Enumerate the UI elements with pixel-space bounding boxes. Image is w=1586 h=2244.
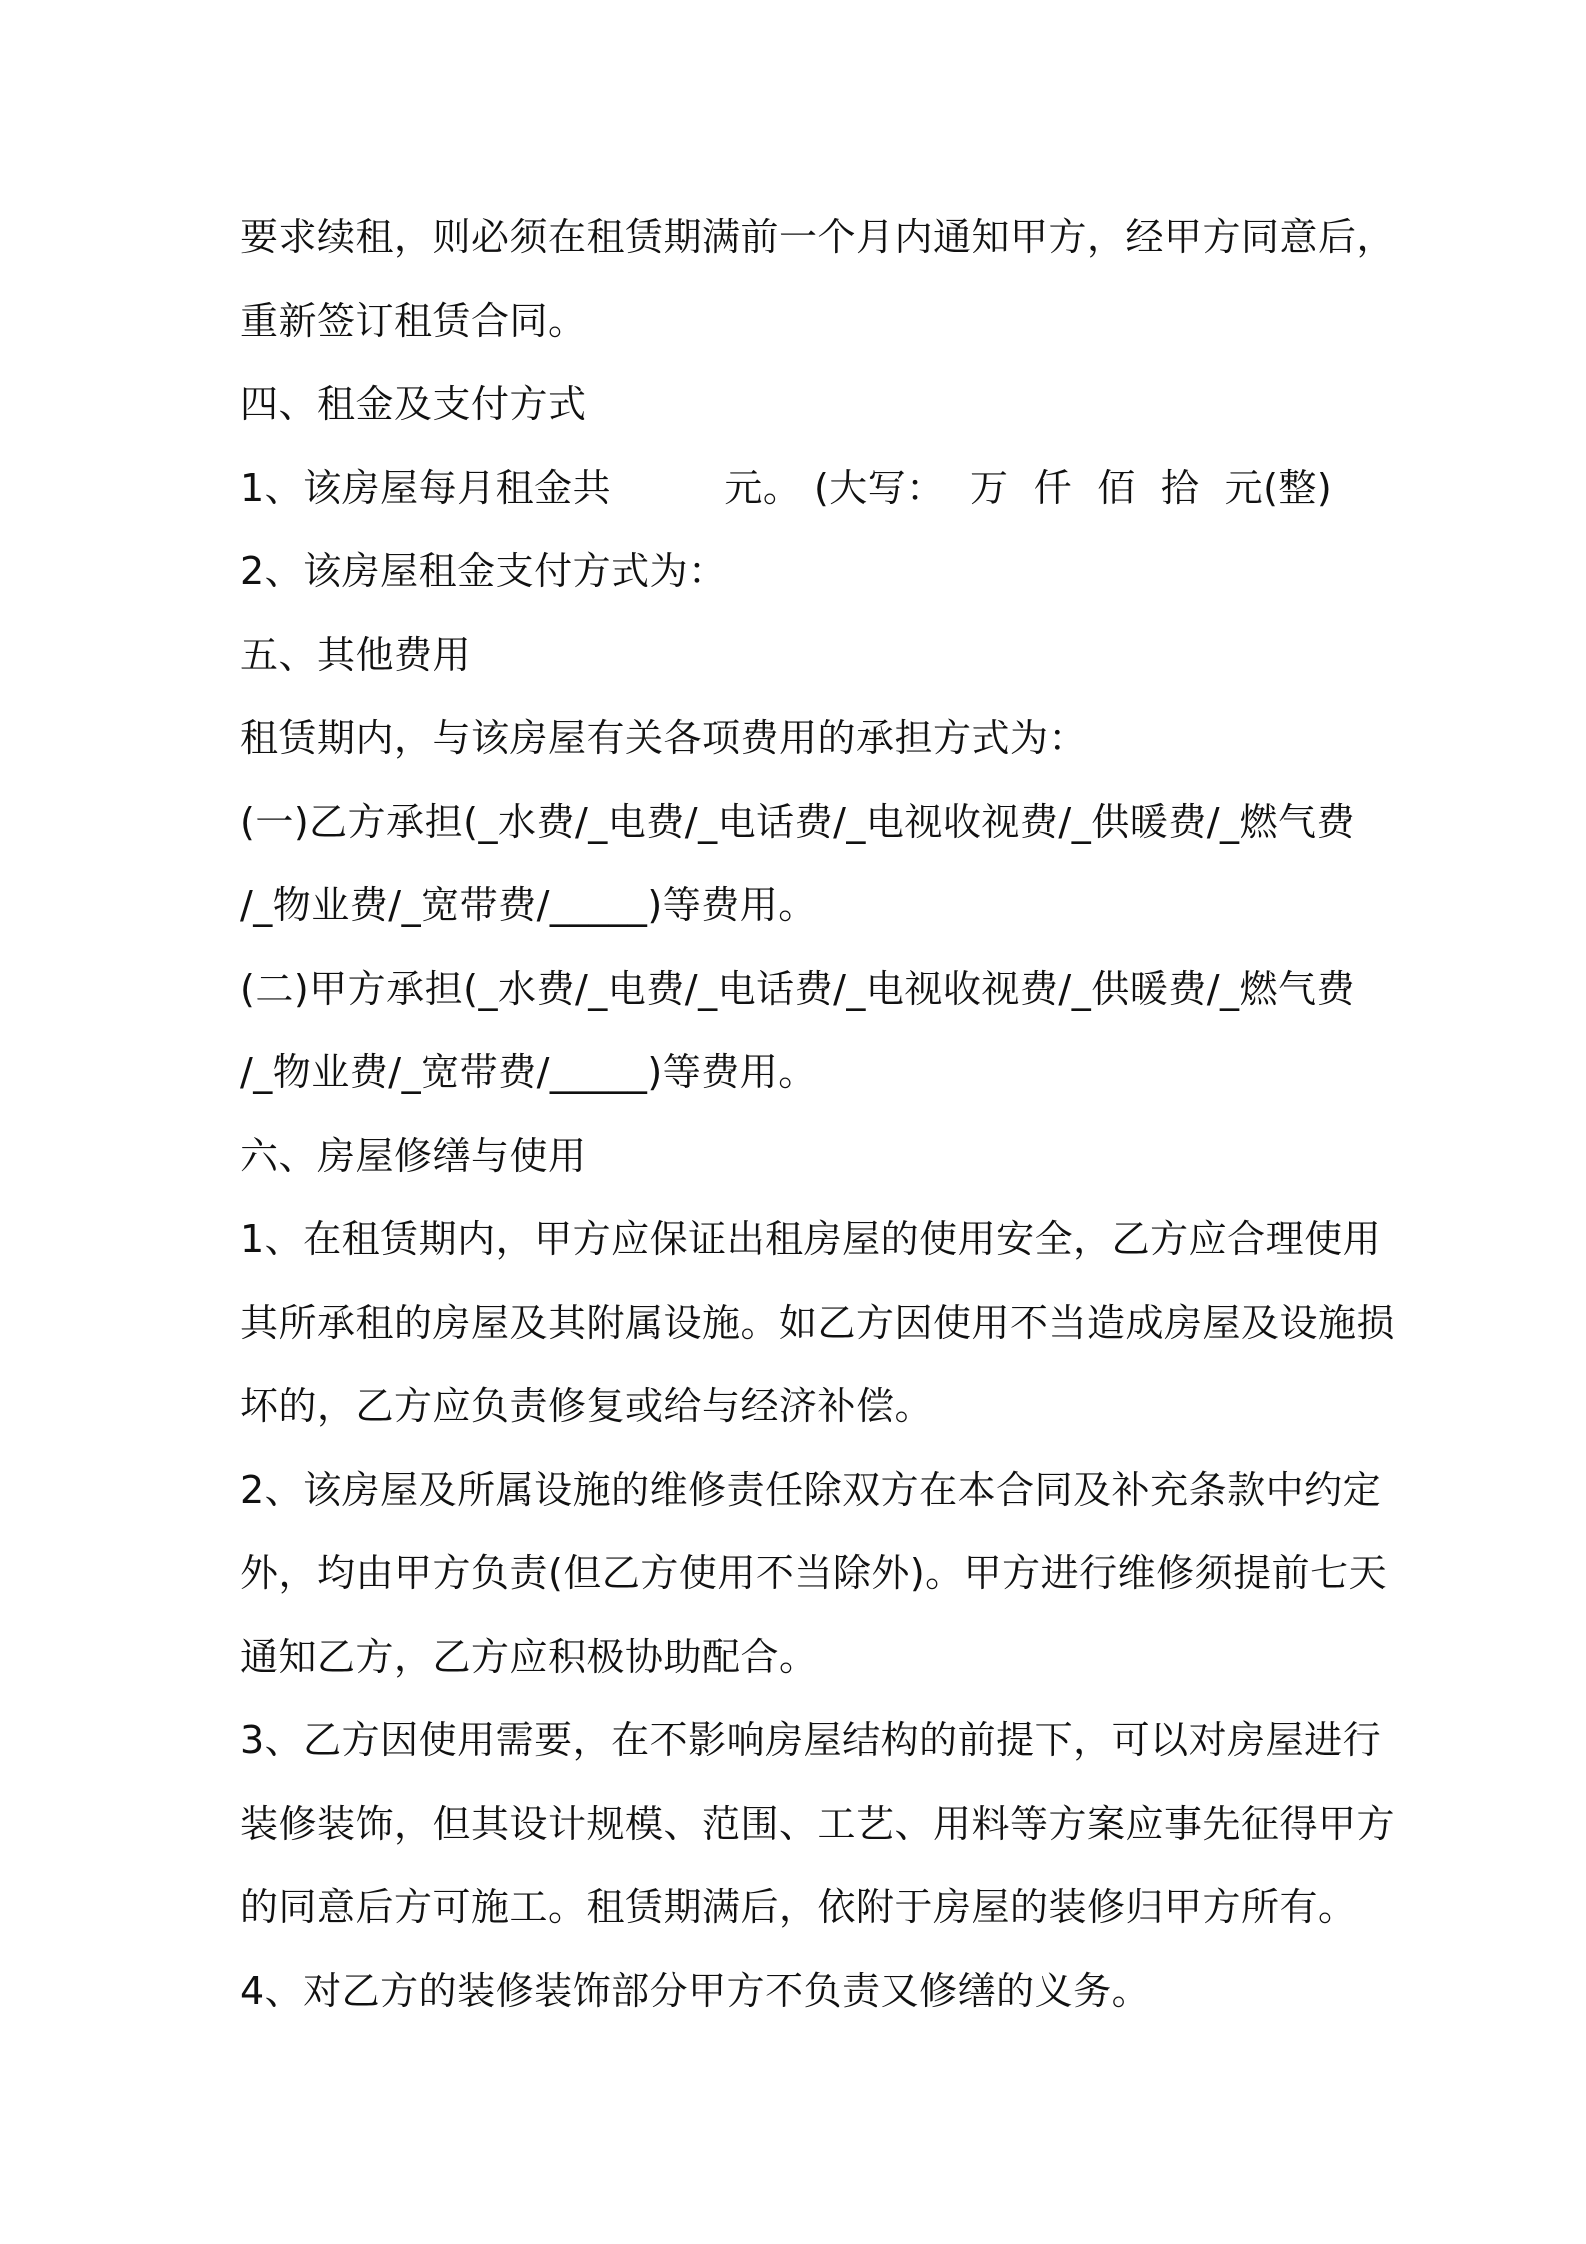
text-line: 2、该房屋及所属设施的维修责任除双方在本合同及补充条款中约定 [240,1467,1382,1512]
text-line: (二)甲方承担(_水费/_电费/_电话费/_电视收视费/_供暖费/_燃气费 [240,966,1355,1011]
text-line: 1、该房屋每月租金共 元。 (大写： 万 仟 佰 拾 元(整) [240,465,1333,510]
text-line: 其所承租的房屋及其附属设施。如乙方因使用不当造成房屋及设施损 [240,1300,1396,1345]
text-line: 3、乙方因使用需要，在不影响房屋结构的前提下，可以对房屋进行 [240,1718,1382,1762]
text-line: 租赁期内，与该房屋有关各项费用的承担方式为： [240,716,1088,760]
section-heading: 五、其他费用 [240,632,472,677]
text-line: 装修装饰，但其设计规模、范围、工艺、用料等方案应事先征得甲方 [240,1801,1396,1846]
text-line: 外，均由甲方负责(但乙方使用不当除外)。甲方进行维修须提前七天 [240,1551,1388,1595]
text-line: /_物业费/_宽带费/_____)等费用。 [240,1050,817,1094]
text-line: 重新签订租赁合同。 [240,298,587,343]
text-line: (一)乙方承担(_水费/_电费/_电话费/_电视收视费/_供暖费/_燃气费 [240,799,1355,844]
text-line: 2、该房屋租金支付方式为： [240,549,727,593]
text-line: 通知乙方，乙方应积极协助配合。 [240,1634,818,1679]
text-line: 要求续租，则必须在租赁期满前一个月内通知甲方，经甲方同意后， [240,215,1396,259]
text-line: 的同意后方可施工。租赁期满后，依附于房屋的装修归甲方所有。 [240,1885,1357,1929]
text-line: 4、对乙方的装修装饰部分甲方不负责又修缮的义务。 [240,1968,1151,2013]
text-line: 坏的，乙方应负责修复或给与经济补偿。 [240,1384,934,1428]
section-heading: 四、租金及支付方式 [240,382,587,426]
contract-text [240,196,1396,2033]
section-heading: 六、房屋修缮与使用 [240,1133,587,1178]
text-line: /_物业费/_宽带费/_____)等费用。 [240,883,817,927]
text-line: 1、在租赁期内，甲方应保证出租房屋的使用安全，乙方应合理使用 [240,1217,1382,1261]
